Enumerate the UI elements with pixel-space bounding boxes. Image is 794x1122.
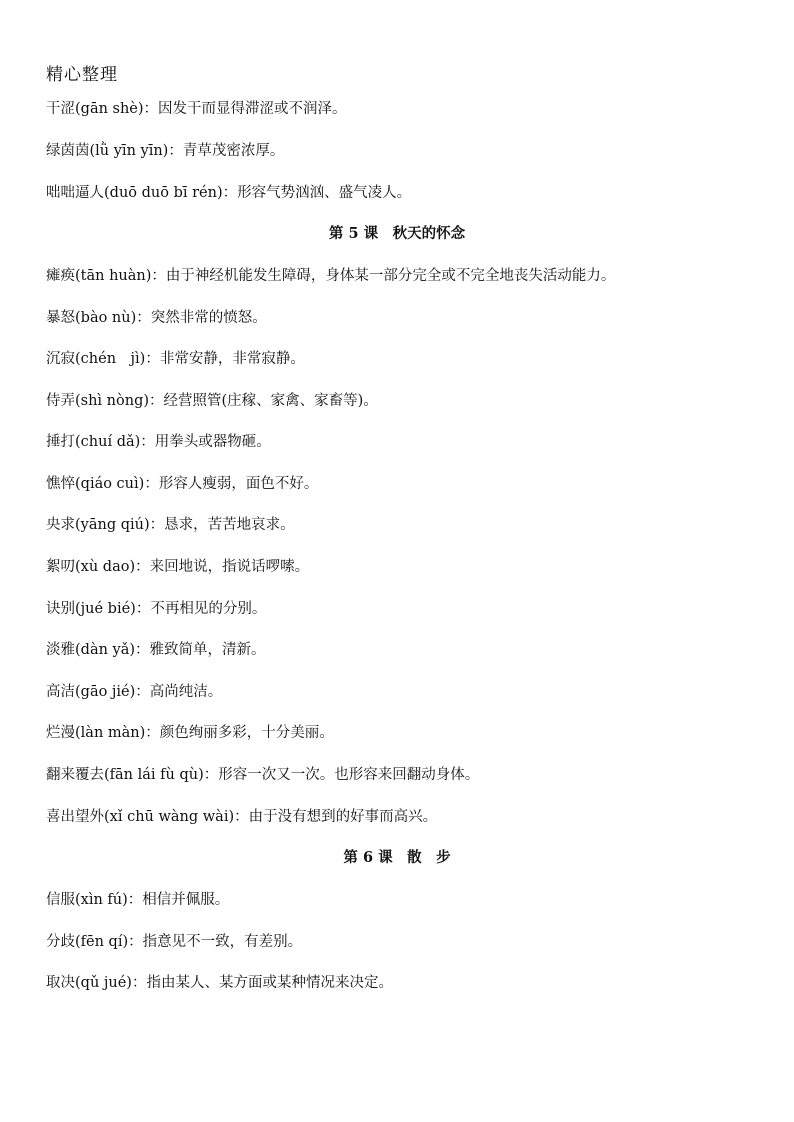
page-header: 精心整理 bbox=[46, 65, 118, 85]
vocab-entry: 央求(yāng qiú)：恳求，苦苦地哀求。 bbox=[46, 517, 295, 533]
vocab-entry: 诀别(jué bié)：不再相见的分别。 bbox=[46, 601, 267, 617]
vocab-entry: 信服(xìn fú)：相信并佩服。 bbox=[46, 892, 230, 908]
vocab-entry: 瘫痪(tān huàn)：由于神经机能发生障碍，身体某一部分完全或不完全地丧失活动能力。 bbox=[46, 268, 616, 284]
lesson-heading: 第 5 课 秋天的怀念 bbox=[328, 225, 466, 242]
vocab-entry: 捶打(chuí dǎ)：用拳头或器物砸。 bbox=[46, 434, 271, 450]
vocab-entry: 分歧(fēn qí)：指意见不一致，有差别。 bbox=[46, 934, 303, 950]
vocab-entry: 暴怒(bào nù)：突然非常的愤怒。 bbox=[46, 310, 267, 326]
vocab-entry: 翻来覆去(fān lái fù qù)：形容一次又一次。也形容来回翻动身体。 bbox=[46, 767, 480, 783]
vocab-entry: 干涩(gān shè)：因发干而显得滞涩或不润泽。 bbox=[46, 101, 347, 117]
vocab-entry: 高洁(gāo jié)：高尚纯洁。 bbox=[46, 684, 223, 700]
vocab-entry: 取决(qǔ jué)：指由某人、某方面或某种情况来决定。 bbox=[46, 975, 393, 991]
lesson-heading: 第 6 课 散 步 bbox=[343, 849, 451, 866]
vocab-entry: 喜出望外(xǐ chū wàng wài)：由于没有想到的好事而高兴。 bbox=[46, 809, 438, 825]
vocab-entry: 侍弄(shì nòng)：经营照管(庄稼、家禽、家畜等)。 bbox=[46, 393, 378, 409]
vocab-entry: 淡雅(dàn yǎ)：雅致简单，清新。 bbox=[46, 642, 266, 658]
vocab-entry: 绿茵茵(lǜ yīn yīn)：青草茂密浓厚。 bbox=[46, 143, 285, 159]
vocab-entry: 烂漫(làn màn)：颜色绚丽多彩，十分美丽。 bbox=[46, 725, 334, 741]
vocab-entry: 絮叨(xù dao)：来回地说，指说话啰嗦。 bbox=[46, 559, 310, 575]
vocab-entry: 咄咄逼人(duō duō bī rén)：形容气势汹汹、盛气凌人。 bbox=[46, 185, 412, 201]
vocab-entry: 憔悴(qiáo cuì)：形容人瘦弱，面色不好。 bbox=[46, 476, 319, 492]
vocab-entry: 沉寂(chén jì)：非常安静，非常寂静。 bbox=[46, 351, 305, 367]
